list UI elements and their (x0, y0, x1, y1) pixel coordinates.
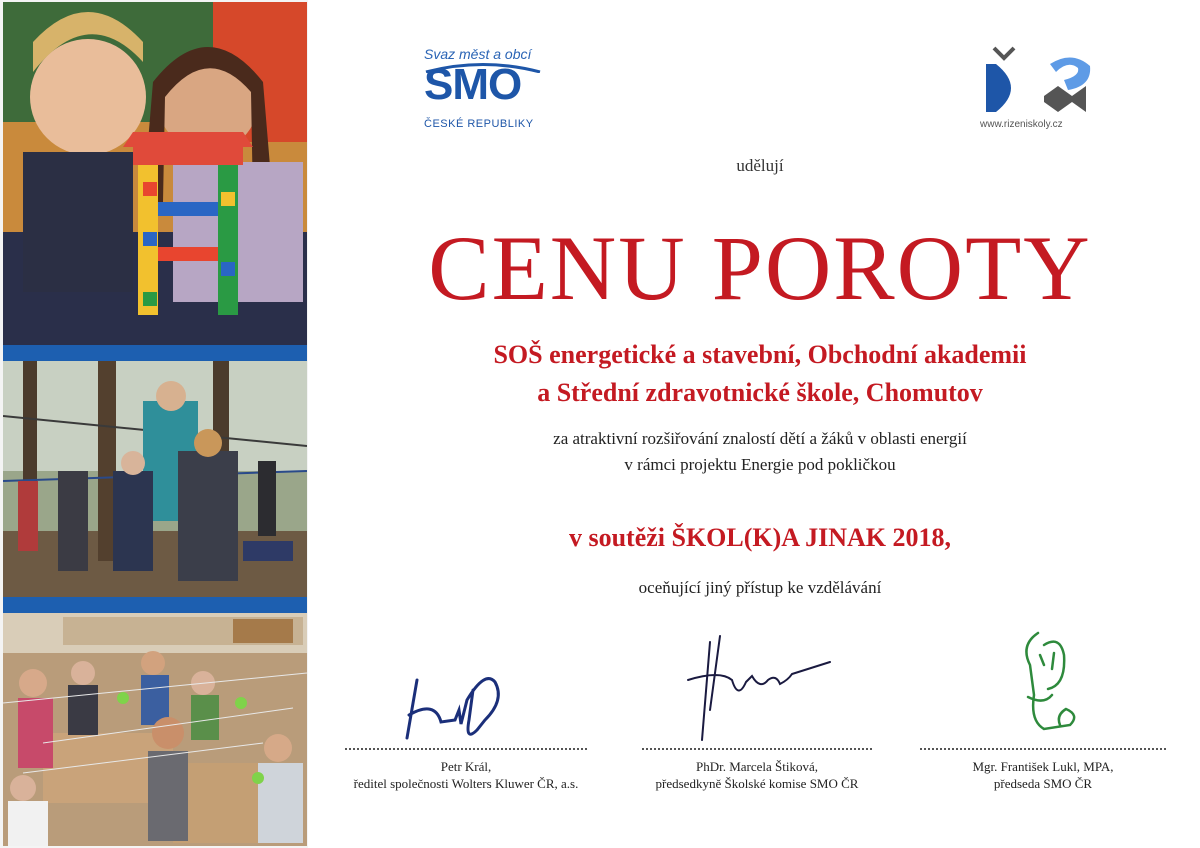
reason-line-2: v rámci projektu Energie pod pokličkou (624, 455, 896, 474)
signatory-name: PhDr. Marcela Štiková, (695, 759, 819, 774)
reason-line-1: za atraktivní rozšiřování znalostí dětí a žáků v oblasti energií (553, 429, 967, 448)
signature-frantisek-lukl (1000, 625, 1110, 745)
smo-logo-mark: SMO (424, 60, 522, 109)
signature-line (920, 748, 1166, 750)
blue-divider (3, 345, 307, 361)
signatory-role: předsedkyně Školské komise SMO ČR (655, 776, 859, 791)
rizeni-skoly-url: www.rizeniskoly.cz (980, 119, 1063, 130)
signatory-1 (345, 748, 587, 792)
signatory-3 (920, 748, 1166, 792)
signature-line (642, 748, 872, 750)
award-title: CENU POROTY (428, 217, 1092, 319)
intro-text: udělují (736, 156, 784, 175)
signature-marcela-stikova (680, 630, 840, 745)
signatory-2 (642, 748, 872, 792)
smo-logo-bottom-text: ČESKÉ REPUBLIKY (424, 118, 534, 130)
recipient-line-1: SOŠ energetické a stavební, Obchodní akademii (493, 340, 1027, 369)
photo-children-building-blocks (3, 2, 307, 345)
rizeni-skoly-logo-mark (980, 46, 1100, 118)
blue-divider (3, 597, 307, 613)
signatory-name: Petr Král, (440, 759, 492, 774)
smo-logo (420, 46, 550, 136)
smo-logo-top-text: Svaz měst a obcí (424, 46, 532, 62)
signature-line (345, 748, 587, 750)
rizeni-skoly-logo (980, 46, 1100, 136)
signatory-role: ředitel společnosti Wolters Kluwer ČR, a.s. (353, 776, 579, 791)
signatory-role: předseda SMO ČR (993, 776, 1093, 791)
signatory-name: Mgr. František Lukl, MPA, (972, 759, 1114, 774)
contest-name: v soutěži ŠKOL(K)A JINAK 2018, (568, 523, 952, 552)
photo-strip (0, 0, 308, 848)
photo-outdoor-ropes (3, 361, 307, 597)
tagline: oceňující jiný přístup ke vzdělávání (638, 578, 882, 597)
recipient-line-2: a Střední zdravotnické škole, Chomutov (537, 378, 983, 407)
photo-classroom-string-phones (3, 613, 307, 846)
signature-petr-kral (395, 660, 535, 750)
